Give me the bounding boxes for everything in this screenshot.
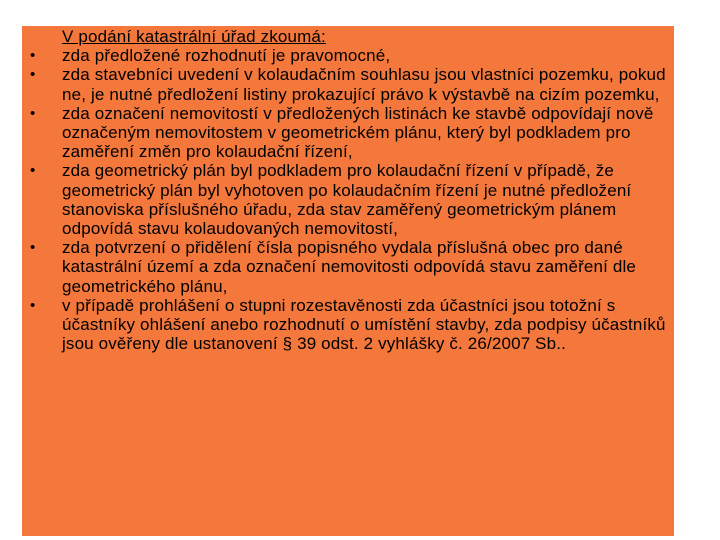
list-item bbox=[30, 161, 670, 238]
list-item-text: zda předložené rozhodnutí je pravomocné, bbox=[62, 46, 391, 66]
bullet-list bbox=[30, 46, 670, 353]
slide-content bbox=[30, 27, 670, 353]
bullet-icon: • bbox=[30, 162, 36, 180]
list-item-text: zda geometrický plán byl podkladem pro kolaudační řízení v případě, že geometrický plán byl vyhotoven po kolaudačním řízení je nutné předložení stanoviska příslušného úřadu, zda stav zaměřený geometrickým plánem odpovídá stavu kolaudovaných nemovitostí, bbox=[62, 161, 632, 239]
bullet-icon: • bbox=[30, 239, 36, 257]
list-item bbox=[30, 238, 670, 296]
list-item bbox=[30, 296, 670, 354]
bullet-icon: • bbox=[30, 47, 36, 65]
bullet-icon: • bbox=[30, 66, 36, 84]
list-item bbox=[30, 46, 670, 65]
list-item bbox=[30, 104, 670, 162]
list-item-text: zda potvrzení o přidělení čísla popisného vydala příslušná obec pro dané katastrální území a zda označení nemovitosti odpovídá stavu zaměření dle geometrického plánu, bbox=[62, 238, 636, 296]
bullet-icon: • bbox=[30, 296, 36, 314]
list-item-text: zda označení nemovitostí v předložených listinách ke stavbě odpovídají nově označeným nemovitostem v geometrickém plánu, který byl podkladem pro zaměření změn pro kolaudační řízení, bbox=[62, 103, 654, 162]
heading: V podání katastrální úřad zkoumá: bbox=[62, 27, 326, 46]
list-item-text: zda stavebníci uvedení v kolaudačním souhlasu jsou vlastníci pozemku, pokud ne, je nutné předložení listiny prokazující právo k výstavbě na cizím pozemku, bbox=[62, 65, 666, 104]
bullet-icon: • bbox=[30, 104, 36, 122]
list-item bbox=[30, 65, 670, 103]
list-item-text: v případě prohlášení o stupni rozestavěnosti zda účastníci jsou totožní s účastníky ohlášení anebo rozhodnutí o umístění stavby, zda podpisy účastníků jsou ověřeny dle ustanovení § 39 odst. 2 vyhlášky č. 26/2007 Sb.. bbox=[62, 295, 666, 354]
